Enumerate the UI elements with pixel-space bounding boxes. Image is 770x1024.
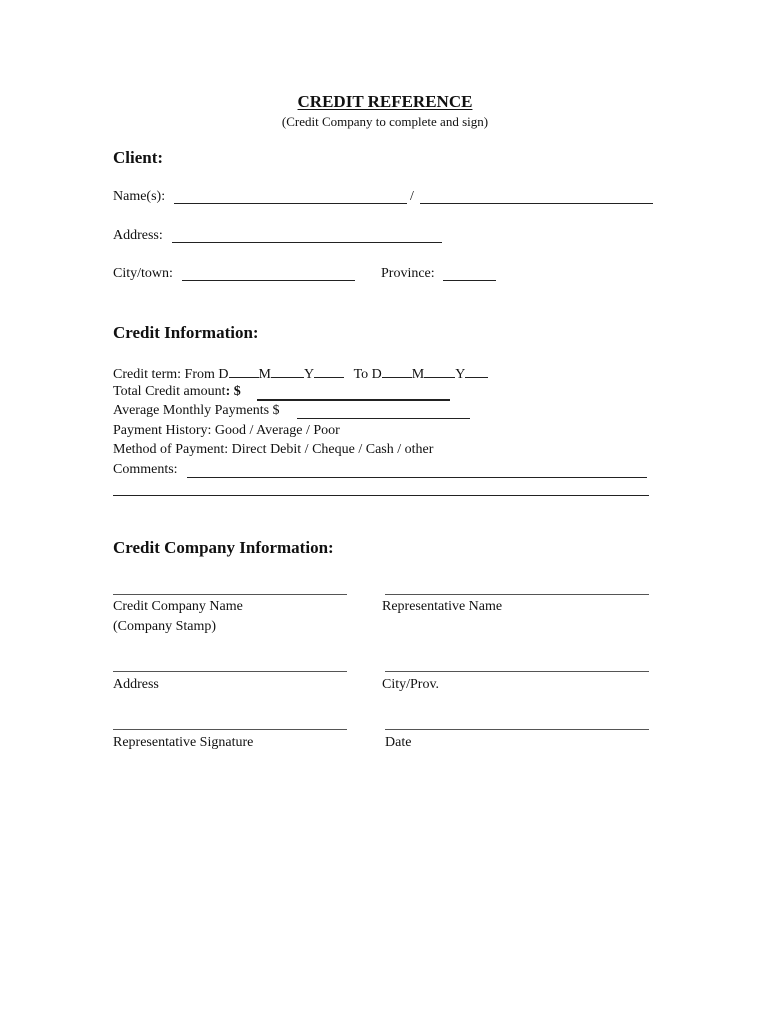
company-address-label: Address — [113, 677, 159, 692]
company-address-field[interactable] — [113, 671, 347, 672]
form-title: CREDIT REFERENCE — [297, 92, 473, 111]
rep-signature-field[interactable] — [113, 729, 347, 730]
payment-history-text: Payment History: Good / Average / Poor — [113, 423, 340, 438]
rep-name-label: Representative Name — [382, 599, 503, 614]
client-heading: Client: — [113, 148, 164, 167]
names-label: Name(s): — [113, 189, 166, 204]
to-year-field[interactable] — [465, 365, 488, 378]
city-prov-label: City/Prov. — [382, 677, 440, 692]
total-credit-label: Total Credit amount — [113, 384, 226, 399]
avg-payments-label: Average Monthly Payments $ — [113, 403, 280, 418]
from-month-field[interactable] — [271, 365, 304, 378]
total-credit-currency: : $ — [225, 384, 241, 399]
address-label: Address: — [113, 228, 163, 243]
rep-signature-label: Representative Signature — [113, 735, 254, 750]
address-field[interactable] — [172, 242, 442, 243]
company-name-label: Credit Company Name — [113, 599, 243, 614]
province-field[interactable] — [443, 280, 496, 281]
from-month-label: M — [258, 367, 271, 382]
credit-term-row — [113, 365, 488, 383]
comments-label: Comments: — [113, 462, 178, 477]
name-field-1[interactable] — [174, 203, 407, 204]
province-label: Province: — [381, 266, 435, 281]
company-stamp-label: (Company Stamp) — [113, 619, 217, 634]
date-field[interactable] — [385, 729, 649, 730]
credit-term-label: Credit term: From D — [113, 367, 229, 382]
city-prov-field[interactable] — [385, 671, 649, 672]
comments-field-2[interactable] — [113, 495, 649, 496]
from-year-field[interactable] — [314, 365, 344, 378]
city-label: City/town: — [113, 266, 173, 281]
to-month-label: M — [411, 367, 425, 382]
from-day-field[interactable] — [229, 365, 259, 378]
form-subtitle: (Credit Company to complete and sign) — [281, 114, 489, 129]
company-info-heading: Credit Company Information: — [113, 538, 334, 557]
total-credit-field[interactable] — [257, 399, 450, 401]
total-credit-row — [113, 384, 241, 400]
to-year-label: Y — [455, 367, 466, 382]
avg-payments-field[interactable] — [297, 418, 470, 419]
from-year-label: Y — [303, 367, 315, 382]
to-day-field[interactable] — [382, 365, 412, 378]
payment-method-text: Method of Payment: Direct Debit / Cheque / Cash / other — [113, 442, 434, 457]
comments-field-1[interactable] — [187, 477, 647, 478]
to-month-field[interactable] — [424, 365, 455, 378]
city-field[interactable] — [182, 280, 355, 281]
rep-name-field[interactable] — [385, 594, 649, 595]
name-field-2[interactable] — [420, 203, 653, 204]
to-day-label: To D — [353, 367, 382, 382]
credit-info-heading: Credit Information: — [113, 323, 259, 342]
names-separator: / — [410, 189, 414, 204]
company-name-field[interactable] — [113, 594, 347, 595]
date-label: Date — [385, 735, 412, 750]
